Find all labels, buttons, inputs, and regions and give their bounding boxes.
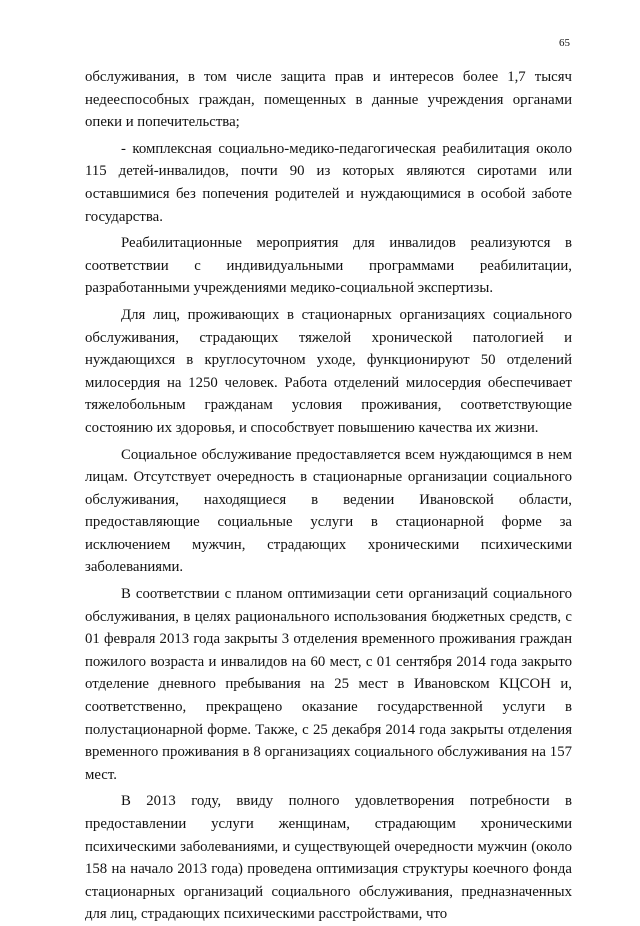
paragraph-6: В соответствии с планом оптимизации сети организаций социального обслуживания, в целях рационального использования бюджетных средств, с 01 февраля 2013 года закрыты 3 отделения временного проживания граждан пожилого возраста и инвалидов на 60 мест, с 01 сентября 2014 года закрыто отделение дневного пребывания на 25 мест в Ивановском КЦСОН и, соответственно, прекращено оказание государственной услуги в полустационарной форме. Также, с 25 декабря 2014 года закрыты отделения временного проживания в 8 организациях социального обслуживания на 157 мест.: [85, 586, 572, 783]
paragraph-2: - комплексная социально-медико-педагогическая реабилитация около 115 детей-инвалидов, почти 90 из которых являются сиротами или оставшимися без попечения родителей и нуждающимися в особой заботе государства.: [85, 140, 572, 225]
paragraph-1: обслуживания, в том числе защита прав и интересов более 1,7 тысяч недееспособных граждан, помещенных в данные учреждения органами опеки и попечительства;: [85, 69, 572, 131]
document-body: [85, 66, 572, 926]
paragraph-4: Для лиц, проживающих в стационарных организациях социального обслуживания, страдающих тяжелой хронической патологией и нуждающихся в круглосуточном уходе, функционируют 50 отделений милосердия на 1250 человек. Работа отделений милосердия обеспечивает тяжелобольным гражданам условия проживания, соответствующие состоянию их здоровья, и способствует повышению качества их жизни.: [85, 306, 572, 436]
paragraph-7: В 2013 году, ввиду полного удовлетворения потребности в предоставлении услуги женщинам, страдающим хроническими психическими заболеваниями, и существующей очередности мужчин (около 158 на начало 2013 года) проведена оптимизация структуры коечного фонда стационарных организаций социального обслуживания, предназначенных для лиц, страдающих психическими расстройствами, что: [85, 793, 572, 923]
paragraph-5: Социальное обслуживание предоставляется всем нуждающимся в нем лицам. Отсутствует очередность в стационарные организации социального обслуживания, находящиеся в ведении Ивановской области, предоставляющие социальные услуги в стационарной форме за исключением мужчин, страдающих хроническими психическими заболеваниями.: [85, 446, 572, 576]
page-number: 65: [559, 37, 570, 49]
paragraph-3: Реабилитационные мероприятия для инвалидов реализуются в соответствии с индивидуальными программами реабилитации, разработанными учреждениями медико-социальной экспертизы.: [85, 235, 572, 297]
